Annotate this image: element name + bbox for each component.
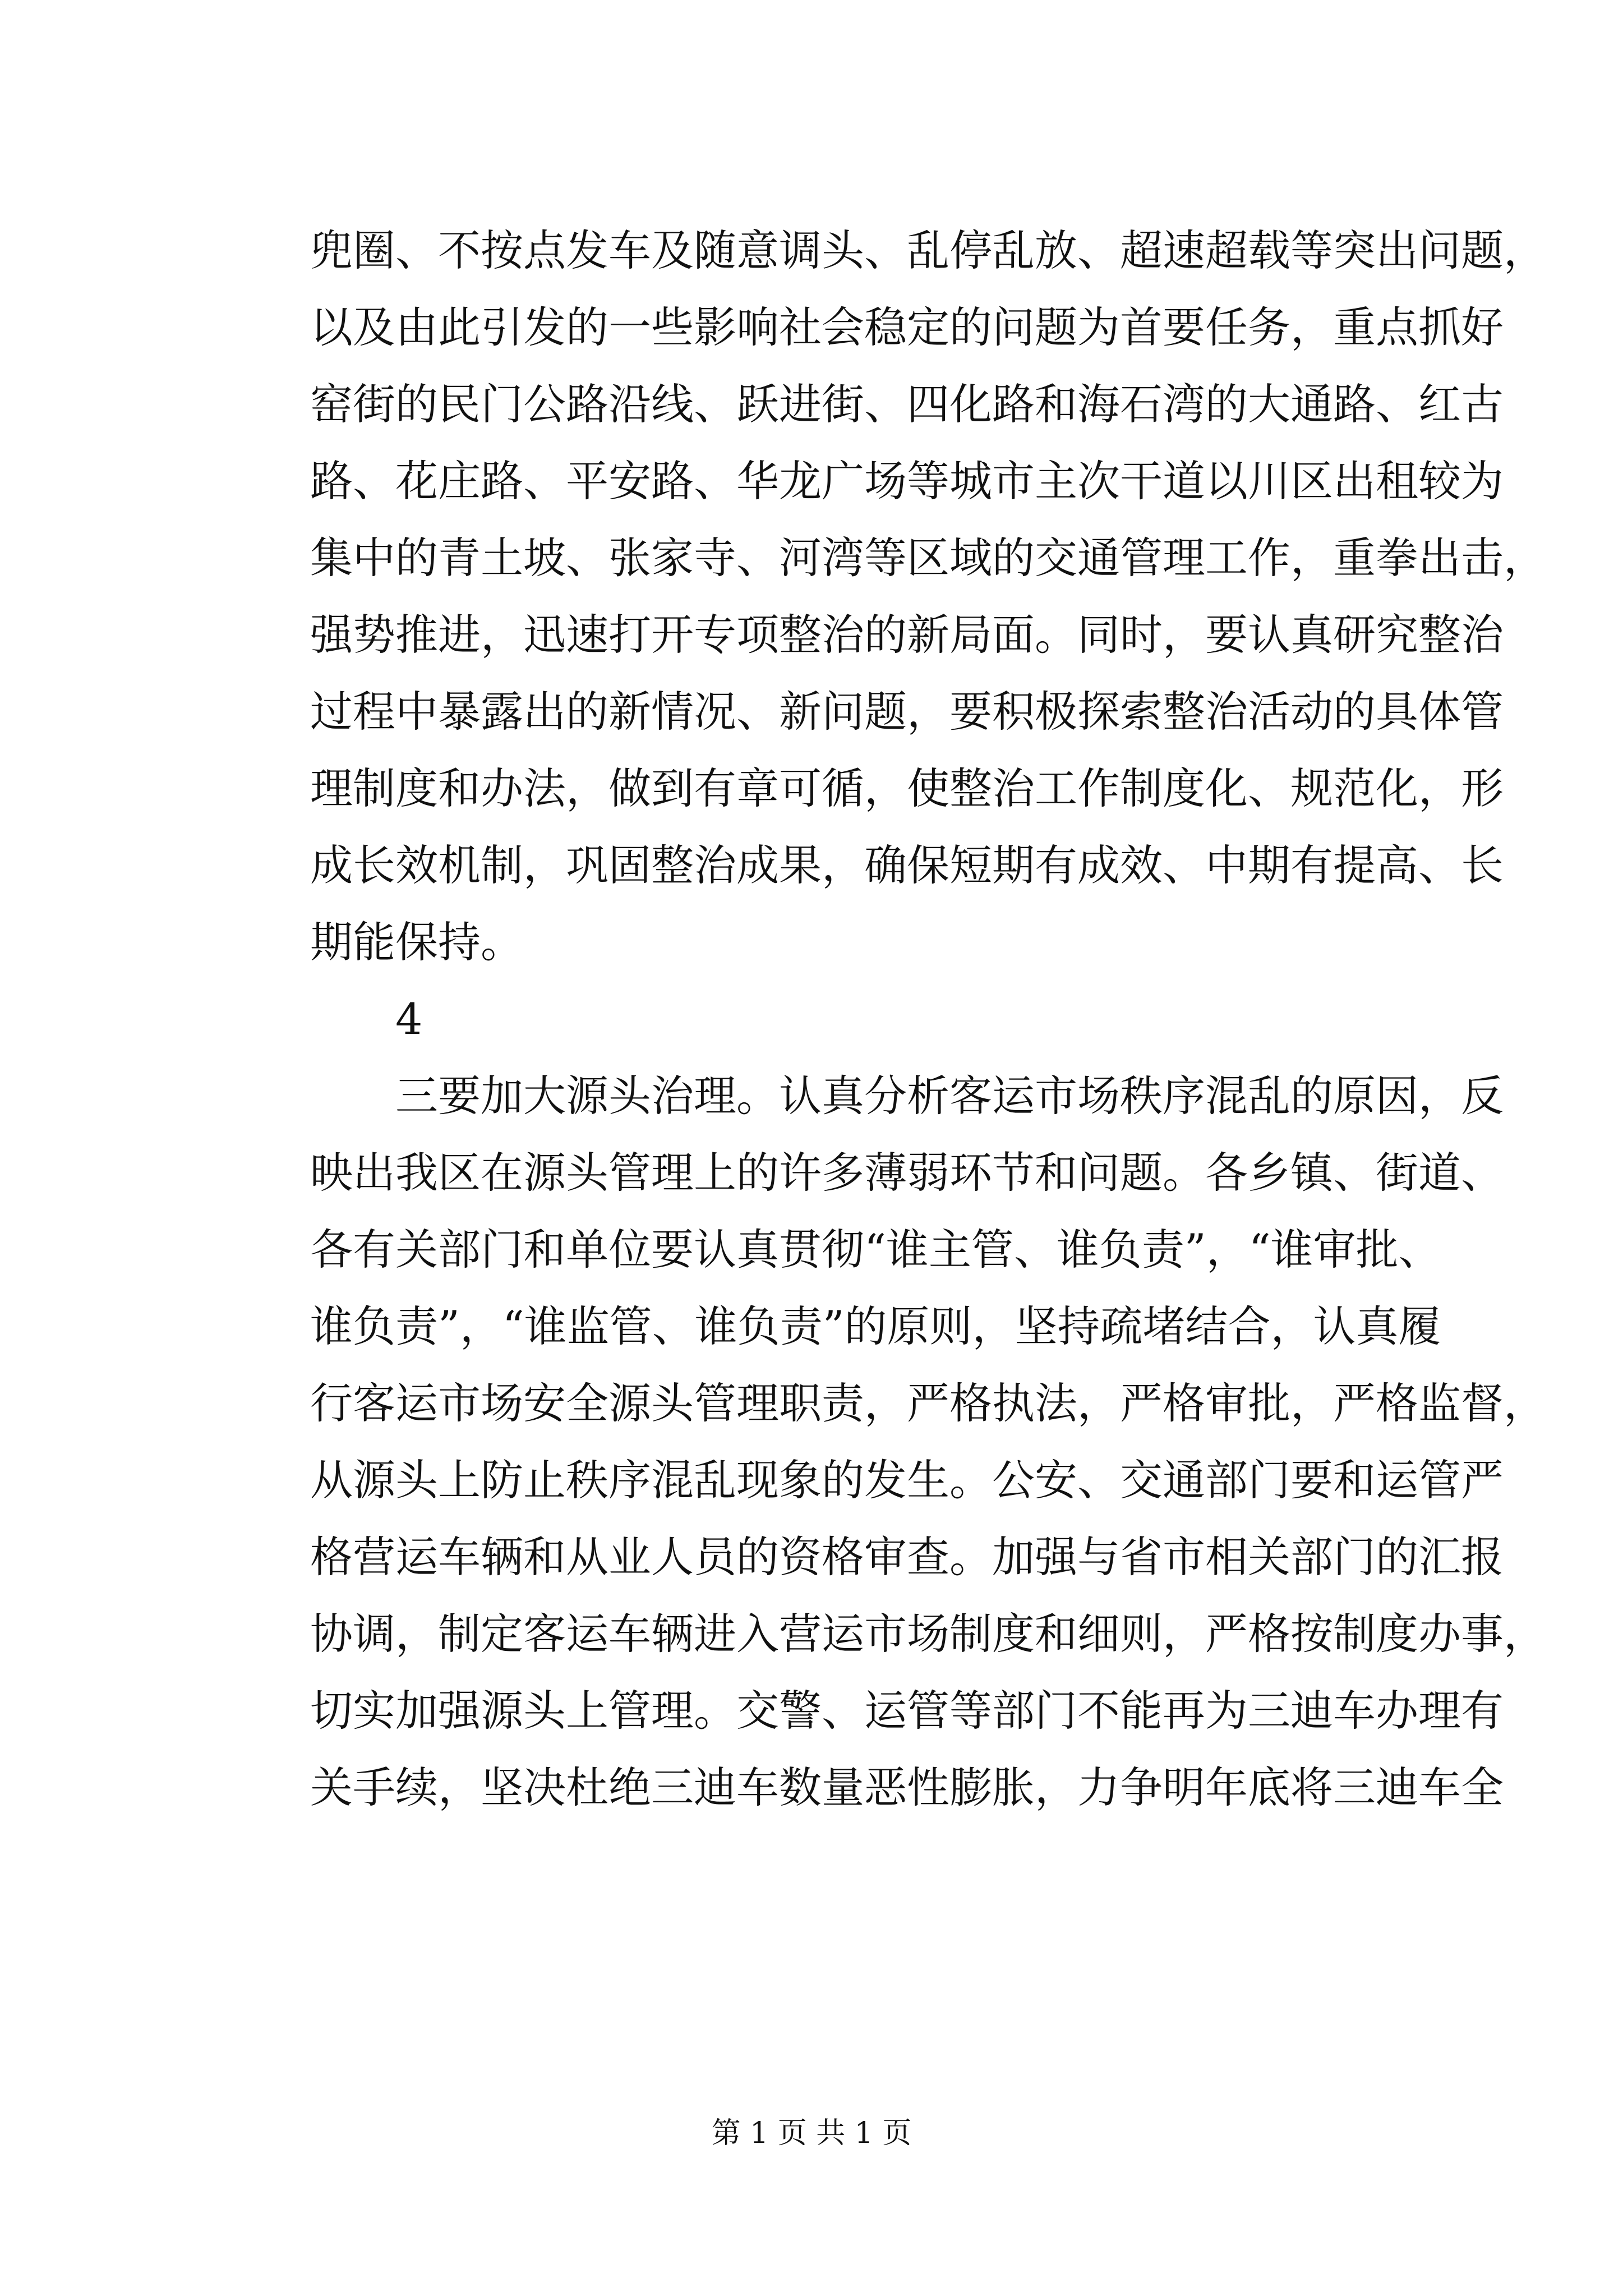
text-line: 路、花庄路、平安路、华龙广场等城市主次干道以川区出租较为	[310, 456, 1504, 506]
text-line: 过程中暴露出的新情况、新问题，要积极探索整治活动的具体管	[310, 687, 1504, 737]
text-line: 以及由此引发的一些影响社会稳定的问题为首要任务，重点抓好	[310, 302, 1504, 352]
text-line: 成长效机制，巩固整治成果，确保短期有成效、中期有提高、长	[310, 840, 1504, 890]
text-line: 映出我区在源头管理上的许多薄弱环节和问题。各乡镇、街道、	[310, 1148, 1504, 1198]
text-line: 各有关部门和单位要认真贯彻“谁主管、谁负责”，“谁审批、	[310, 1225, 1441, 1274]
paragraph-2	[310, 1057, 1546, 1826]
text-line: 协调，制定客运车辆进入营运市场制度和细则，严格按制度办事，	[310, 1609, 1546, 1659]
document-body	[310, 212, 1546, 1826]
text-line: 期能保持。	[310, 917, 523, 967]
page-footer: 第 1 页 共 1 页	[711, 2116, 912, 2150]
text-line: 从源头上防止秩序混乱现象的发生。公安、交通部门要和运管严	[310, 1455, 1504, 1505]
text-line: 窑街的民门公路沿线、跃进街、四化路和海石湾的大通路、红古	[310, 379, 1504, 429]
text-line: 格营运车辆和从业人员的资格审查。加强与省市相关部门的汇报	[310, 1532, 1504, 1582]
text-line: 切实加强源头上管理。交警、运管等部门不能再为三迪车办理有	[310, 1686, 1504, 1736]
text-line: 行客运市场安全源头管理职责，严格执法，严格审批，严格监督，	[310, 1378, 1546, 1428]
text-line: 三要加大源头治理。认真分析客运市场秩序混乱的原因，反	[395, 1071, 1504, 1121]
text-line: 理制度和办法，做到有章可循，使整治工作制度化、规范化，形	[310, 763, 1504, 813]
page-marker-line	[310, 981, 1416, 1057]
text-line: 兜圈、不按点发车及随意调头、乱停乱放、超速超载等突出问题，	[310, 226, 1546, 275]
text-line: 集中的青土坡、张家寺、河湾等区域的交通管理工作，重拳出击，	[310, 533, 1546, 583]
text-line: 关手续，坚决杜绝三迪车数量恶性膨胀，力争明年底将三迪车全	[310, 1763, 1504, 1812]
page-marker: 4	[395, 994, 423, 1044]
text-line: 谁负责”，“谁监管、谁负责”的原则，坚持疏堵结合，认真履	[310, 1301, 1441, 1351]
paragraph-1	[310, 212, 1546, 981]
text-line: 强势推进，迅速打开专项整治的新局面。同时，要认真研究整治	[310, 610, 1504, 660]
